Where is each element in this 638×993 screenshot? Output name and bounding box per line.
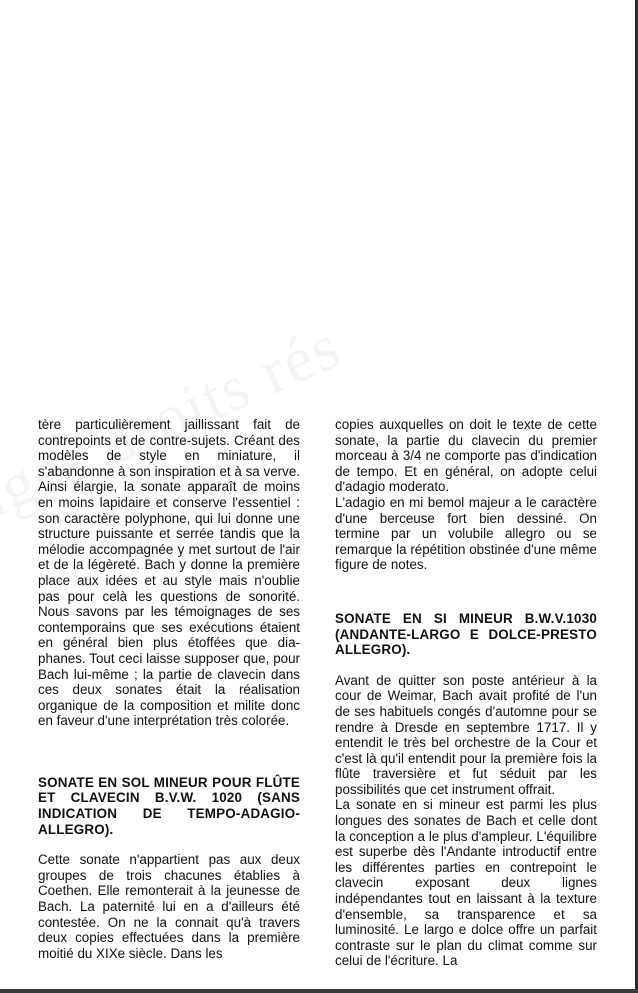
right-paragraph-1: copies auxquelles on doit le texte de cette sonate, la partie du clavecin du premier morceau à 3/4 ne comporte pas d'indication de tempo. Et en général, on adopte celui d'adagio moderato. [335,417,597,495]
section-spacer [38,729,300,775]
left-paragraph-2: Cette sonate n'appartient pas aux deux groupes de trois chacunes établies à Coethen. Elle remonterait à la jeunesse de Bach. La paternité lui en a d'ailleurs été contestée. On ne la connait qu'à travers deux copies effectuées dans la première moitié du XIXe siècle. Dans les [38,852,300,961]
right-paragraph-3: Avant de quitter son poste antérieur à la cour de Weimar, Bach avait profité de l'un de ses habituels congés d'automne pour se rendre à Dresde en septembre 1717. Il y entendit le très bel orchestre de la Cour et c'est là qu'il entendit pour la première fois la flûte traversière et fut séduit par les possibilités que cet instrument offrait. [335,672,597,797]
right-paragraph-2: L'adagio en mi bemol majeur a le caractère d'une berceuse fort bien dessiné. On termine par un volubile allegro ou se remarque la répétition obstinée d'une même figure de notes. [335,494,597,573]
left-paragraph-1: tère particulièrement jaillissant fait de contrepoints et de contre-sujets. Créant des modèles de style en miniature, il s'abandonne à son inspiration et à sa verve. Ainsi élargie, la sonate apparaît de moins en moins lapidaire et conserve l'essentiel : son caractère polyphone, qui lui donne une structure puissante et serrée tandis que la mélodie accompagnée y met surtout de l'air et de la légèreté. Bach y donne la première place aux idées et au style mais n'oublie pas pour celà les questions de sonorité. Nous savons par les témoignages de ses contemporains que ses exécutions étaient en général bien plus étoffées que diaphanes. Tout ceci laisse supposer que, pour Bach lui-même ; la partie de clavecin dans ces deux sonates était la réalisation organique de la composition et milite donc en faveur d'une interprétation très colorée. [38,417,300,729]
page-edge-bottom [0,989,638,993]
heading-spacer [335,658,597,673]
left-column [38,417,300,961]
left-section-heading: SONATE EN SOL MINEUR POUR FLÛTE ET CLAVECIN B.V.W. 1020 (SANS INDICATION DE TEMPO-ADAGIO-ALLEGRO). [38,774,300,837]
right-column [335,417,597,969]
right-section-heading: SONATE EN SI MINEUR B.W.V.1030 (ANDANTE-LARGO E DOLCE-PRESTO ALLEGRO). [335,610,597,658]
section-spacer [335,573,597,611]
heading-spacer [38,837,300,852]
right-paragraph-4: La sonate en si mineur est parmi les plus longues des sonates de Bach et celle dont la conception a le plus d'ampleur. L'équilibre est superbe dès l'Andante introductif entre les différentes parties en contrepoint le clavecin exposant deux lignes indépendantes tout en laissant à la texture d'ensemble, sa transparence et sa luminosité. Le largo e dolce offre un parfait contraste sur le plan du climat comme sur celui de l'écriture. La [335,797,597,969]
